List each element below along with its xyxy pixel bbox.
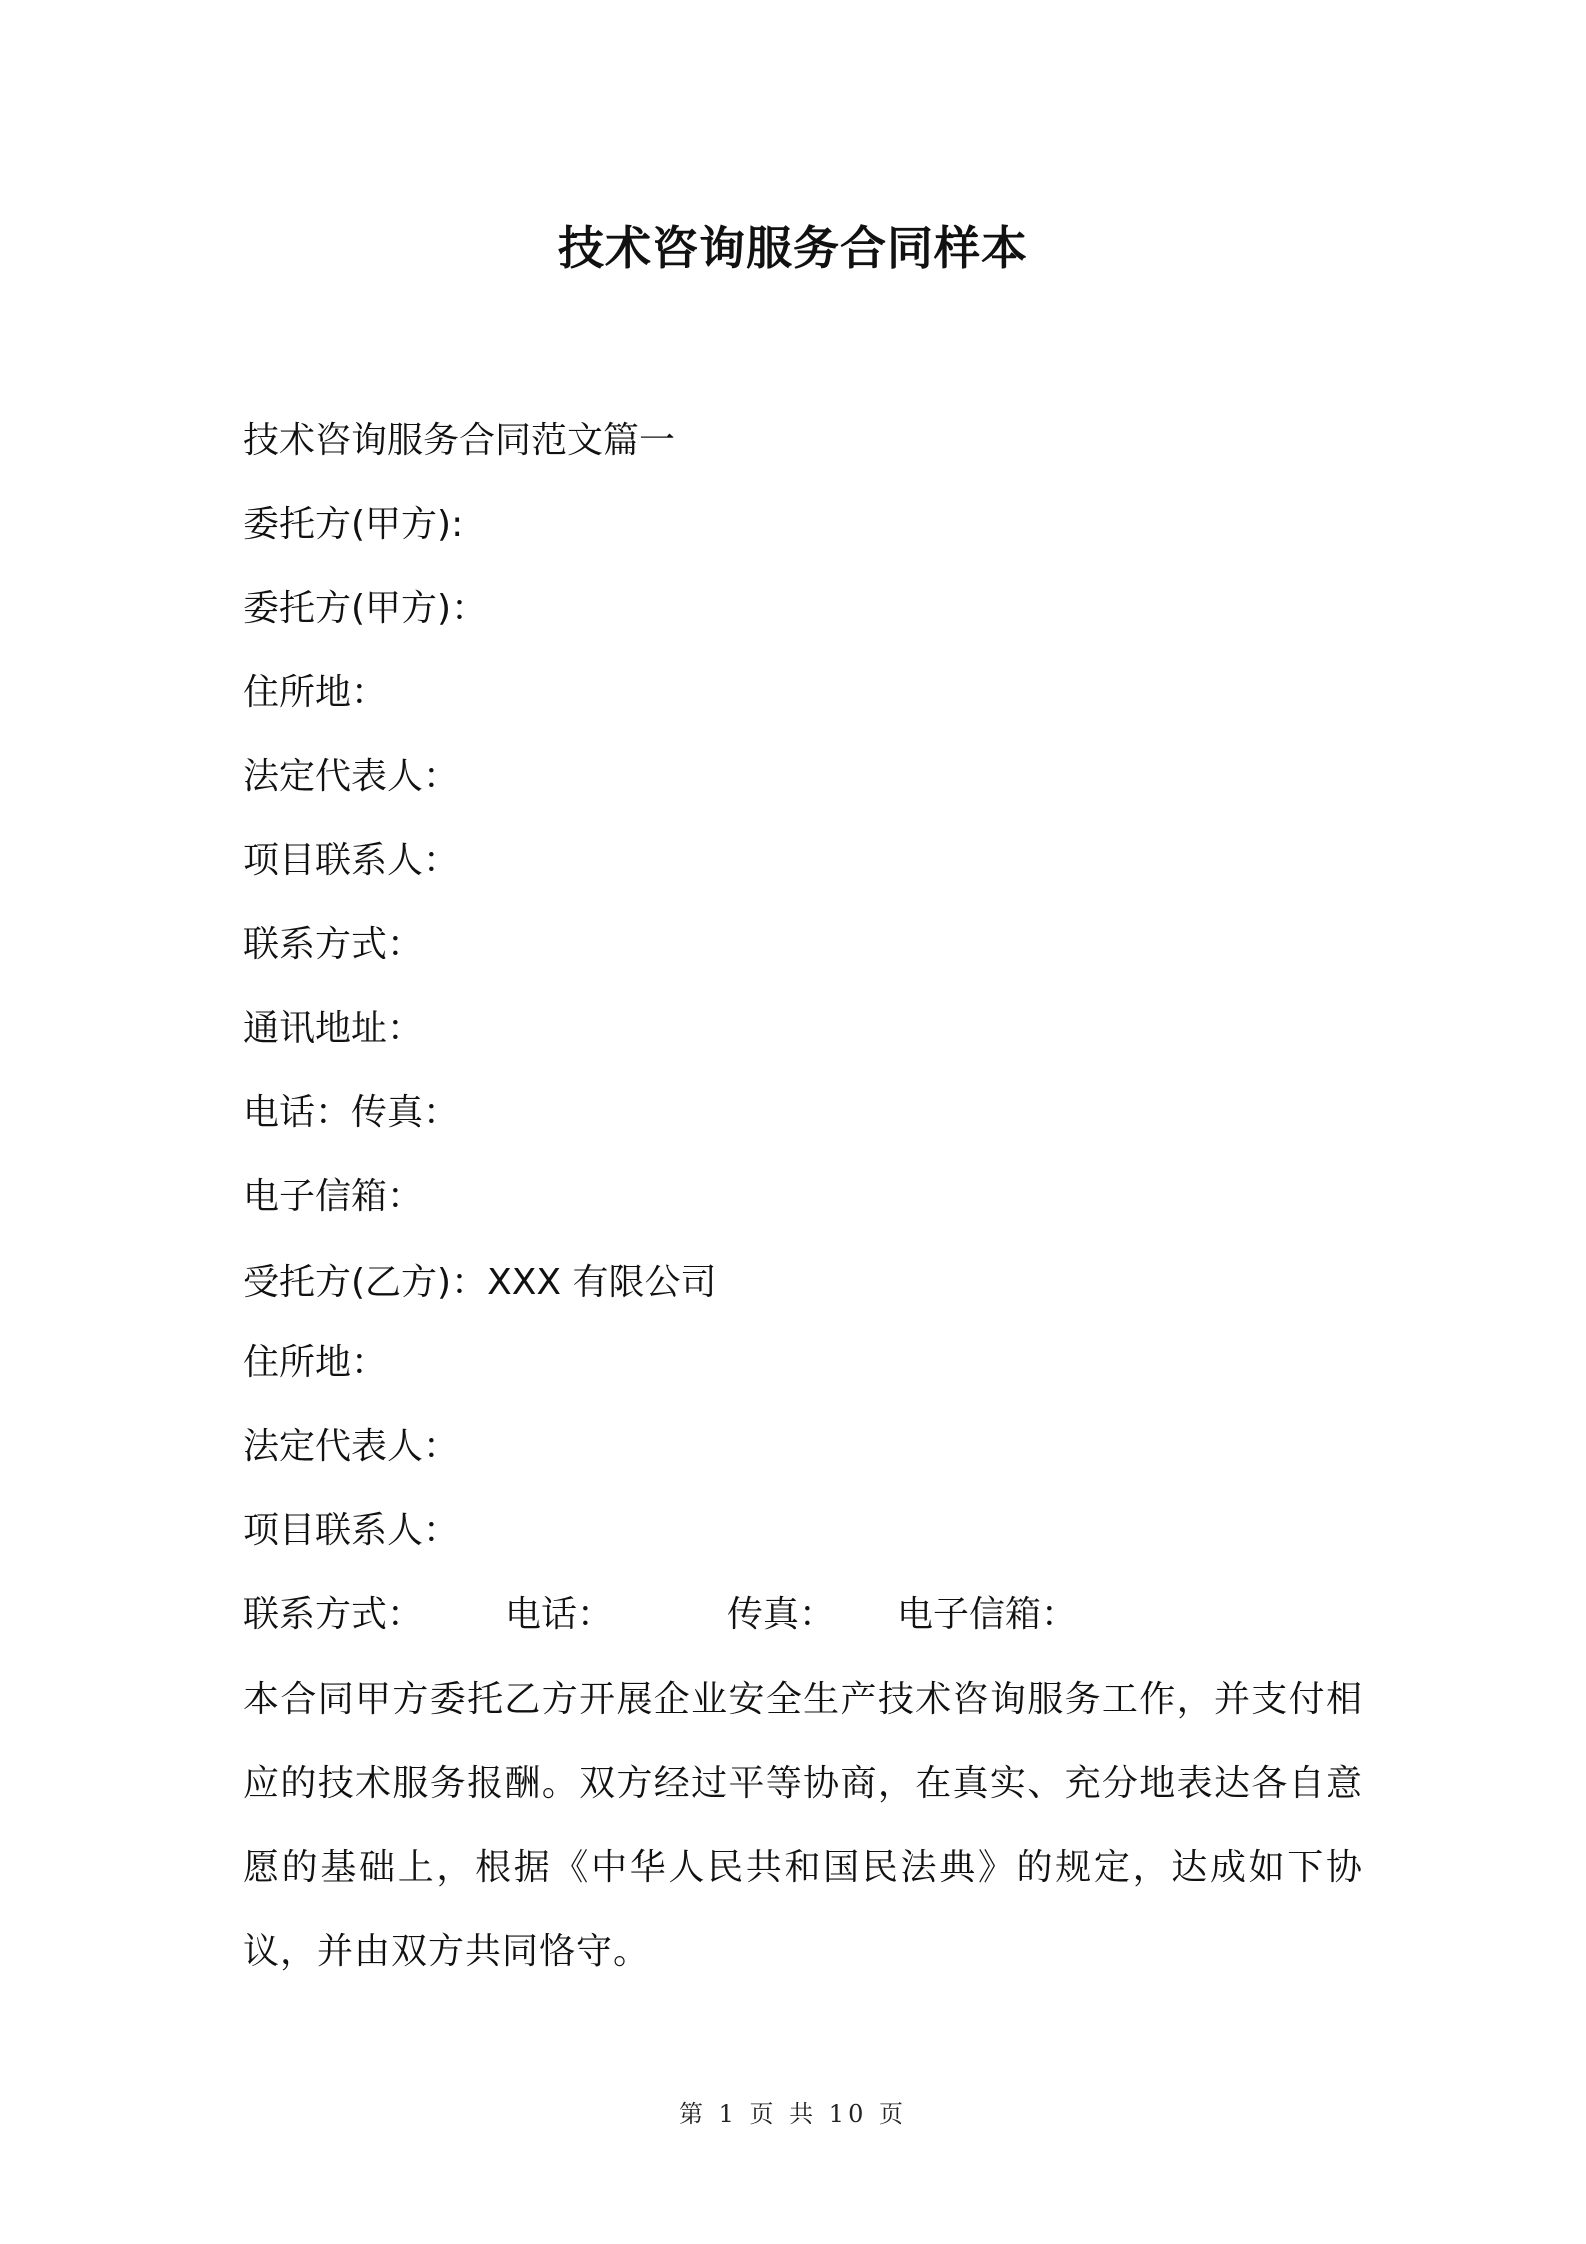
contract-preamble-paragraph: 本合同甲方委托乙方开展企业安全生产技术咨询服务工作，并支付相应的技术服务报酬。双方经过平等协商，在真实、充分地表达各自意愿的基础上，根据《中华人民共和国民法典》的规定，达成如下协议，并由双方共同恪守。: [243, 1679, 1363, 1972]
party-a-project-contact: 项目联系人：: [243, 840, 460, 881]
party-a-contact-method: 联系方式：: [243, 924, 424, 965]
party-b-email: 电子信箱：: [897, 1594, 1078, 1635]
party-a-label-repeat: 委托方(甲方)：: [243, 588, 488, 629]
party-a-phone-fax: 电话：传真：: [243, 1092, 460, 1133]
party-b-phone: 电话：: [505, 1594, 614, 1635]
party-b-contact-row: [243, 1586, 1363, 1637]
party-a-email: 电子信箱：: [243, 1176, 424, 1217]
party-b-legal-representative: 法定代表人：: [243, 1426, 460, 1467]
party-a-label: 委托方(甲方):: [243, 504, 464, 545]
party-b-address: 住所地：: [243, 1342, 388, 1383]
document-subtitle: 技术咨询服务合同范文篇一: [243, 420, 676, 461]
page-number-footer: 第 1 页 共 10 页: [679, 2100, 907, 2128]
party-b-label: 受托方(乙方)：XXX 有限公司: [243, 1262, 717, 1303]
party-b-project-contact: 项目联系人：: [243, 1510, 460, 1551]
party-a-address: 住所地：: [243, 672, 388, 713]
party-a-mailing-address: 通讯地址：: [243, 1008, 424, 1049]
party-b-fax: 传真：: [727, 1594, 836, 1635]
party-a-legal-representative: 法定代表人：: [243, 756, 460, 797]
party-b-contact-method: 联系方式：: [243, 1594, 424, 1635]
document-title: 技术咨询服务合同样本: [558, 221, 1028, 275]
